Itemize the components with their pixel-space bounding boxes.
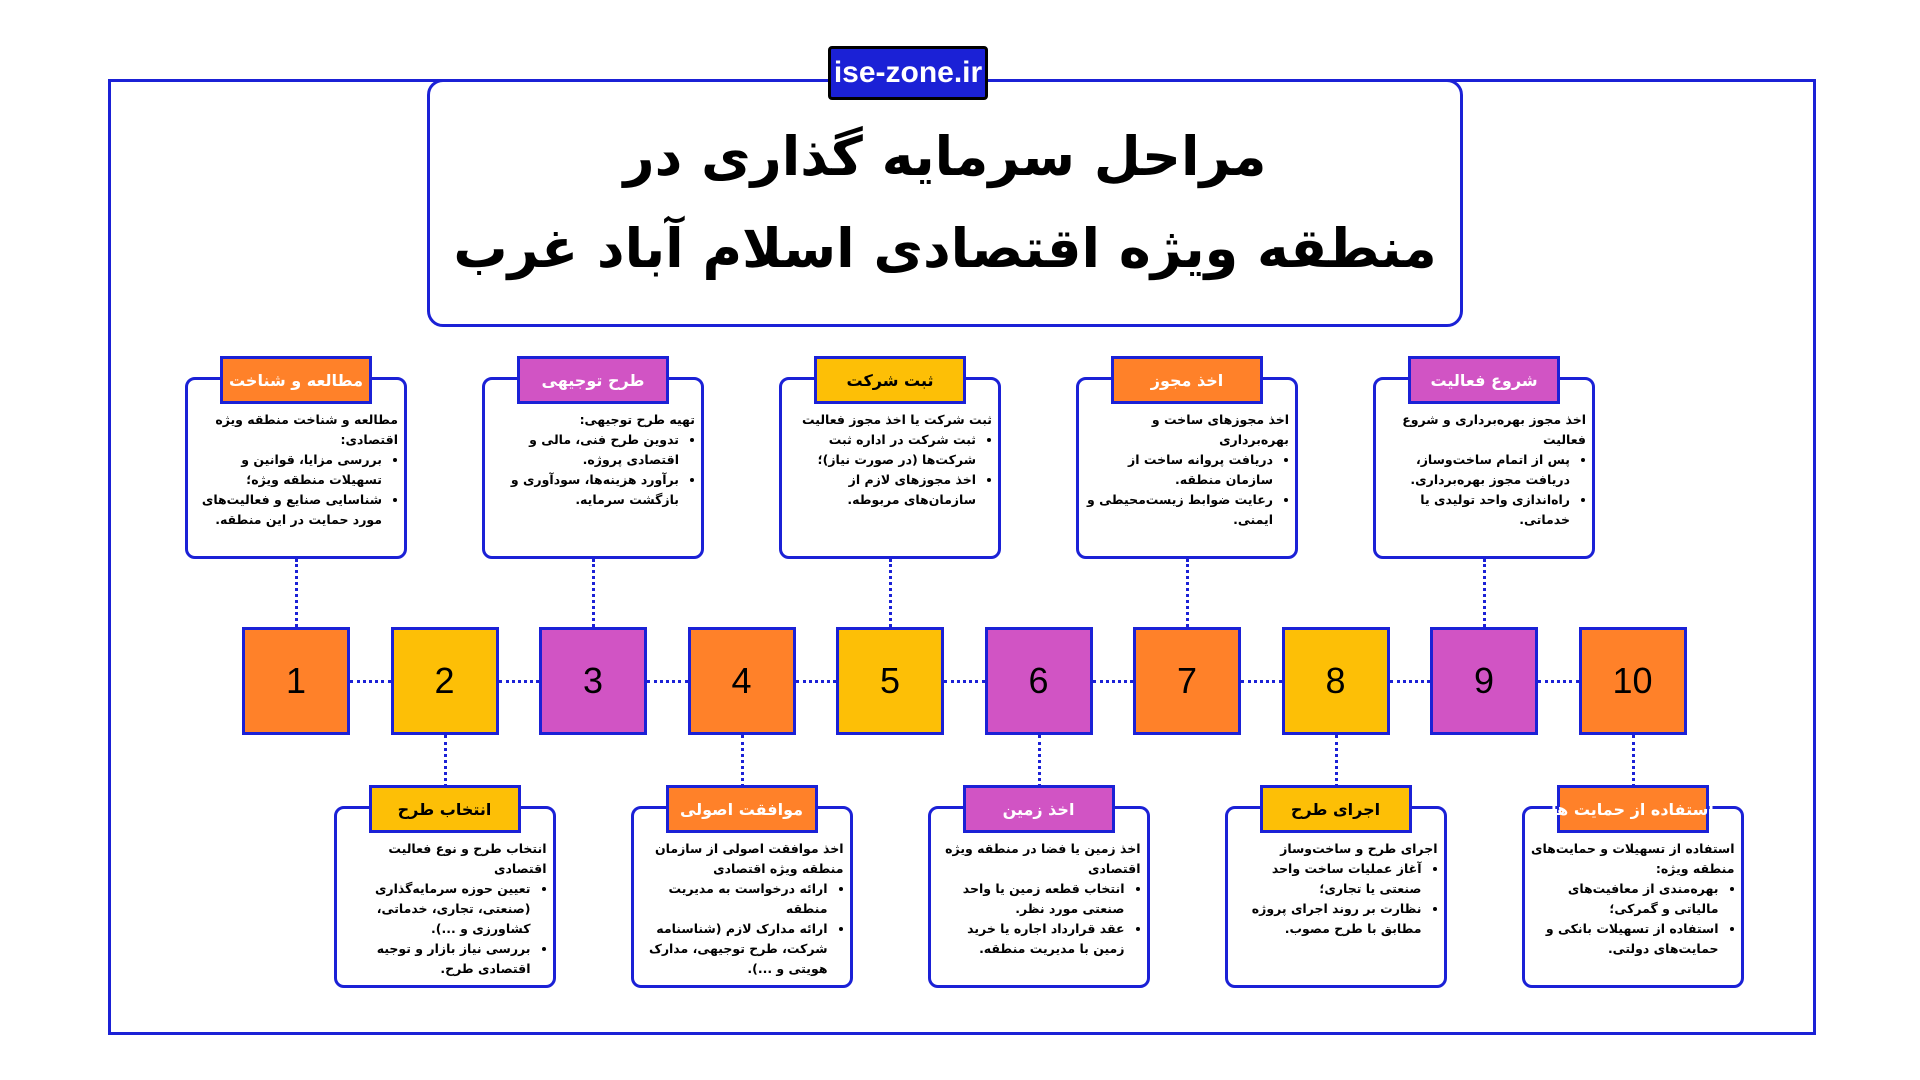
step-3: 3 [539,627,647,735]
step-6: 6 [985,627,1093,735]
card-bullet: • دریافت پروانه ساخت از سازمان منطقه. [1085,450,1273,490]
card-step-10 [1522,799,1744,988]
card-bullet-list [343,879,547,979]
step-2: 2 [391,627,499,735]
card-bullet: • انتخاب قطعه زمین یا واحد صنعتی مورد نظر. [937,879,1125,919]
card-step-6 [928,799,1150,988]
card-title: ثبت شرکت [814,356,966,404]
step-9: 9 [1430,627,1538,735]
connector-line [499,680,540,683]
card-intro: ثبت شرکت یا اخذ مجوز فعالیت [801,412,992,427]
card-intro: اخذ زمین یا فضا در منطقه ویژه اقتصادی [945,841,1141,876]
card-bullet-list [1382,450,1586,530]
card-step-5 [779,370,1001,559]
card-link-line [1186,559,1189,627]
card-title: موافقت اصولی [666,785,818,833]
card-intro: انتخاب طرح و نوع فعالیت اقتصادی [388,841,547,876]
card-title: انتخاب طرح [369,785,521,833]
step-5: 5 [836,627,944,735]
card-bullet: • آغاز عملیات ساخت واحد صنعتی یا تجاری؛ [1234,859,1422,899]
card-intro: اخذ موافقت اصولی از سازمان منطقه ویژه اقتصادی [654,841,844,876]
card-step-8 [1225,799,1447,988]
connector-line [350,680,391,683]
card-body [1382,410,1586,550]
card-step-9 [1373,370,1595,559]
card-bullet-list [194,450,398,530]
connector-line [1241,680,1282,683]
card-intro: اجرای طرح و ساخت‌وساز [1280,841,1438,856]
step-10: 10 [1579,627,1687,735]
card-intro: اخذ مجوزهای ساخت و بهره‌برداری [1151,412,1289,447]
card-intro: اخذ مجوز بهره‌برداری و شروع فعالیت [1402,412,1586,447]
step-8: 8 [1282,627,1390,735]
card-bullet: • رعایت ضوابط زیست‌محیطی و ایمنی. [1085,490,1273,530]
card-body [1085,410,1289,550]
card-title: شروع فعالیت [1408,356,1560,404]
card-step-2 [334,799,556,988]
card-bullet: • ثبت شرکت در اداره ثبت شرکت‌ها (در صورت نیاز)؛ [788,430,976,470]
card-title: اخذ زمین [963,785,1115,833]
card-bullet: • ارائه مدارک لازم (شناسنامه شرکت، طرح توجیهی، مدارک هویتی و ...). [640,919,828,979]
card-bullet: • ارائه درخواست به مدیریت منطقه [640,879,828,919]
card-body [640,839,844,979]
card-bullet-list [1234,859,1438,939]
card-bullet-list [491,430,695,510]
connector-line [1538,680,1579,683]
title-line-2: منطقه ویژه اقتصادی اسلام آباد غرب [453,217,1437,280]
card-intro: تهیه طرح توجیهی: [579,412,695,427]
card-step-4 [631,799,853,988]
card-bullet: • راه‌اندازی واحد تولیدی یا خدماتی. [1382,490,1570,530]
connector-line [1390,680,1431,683]
card-bullet: • بررسی مزایا، قوانین و تسهیلات منطقه ویژه؛ [194,450,382,490]
card-body [343,839,547,979]
title-line-1: مراحل سرمایه گذاری در [623,125,1267,188]
card-link-line [1483,559,1486,627]
card-bullet: • تدوین طرح فنی، مالی و اقتصادی پروژه. [491,430,679,470]
card-bullet-list [1531,879,1735,959]
connector-line [1093,680,1134,683]
card-link-line [889,559,892,627]
card-step-7 [1076,370,1298,559]
card-bullet: • بهره‌مندی از معافیت‌های مالیاتی و گمرکی؛ [1531,879,1719,919]
card-body [1531,839,1735,979]
card-link-line [592,559,595,627]
card-bullet: • اخذ مجوزهای لازم از سازمان‌های مربوطه. [788,470,976,510]
connector-line [944,680,985,683]
card-body [788,410,992,550]
card-bullet: • پس از اتمام ساخت‌وساز، دریافت مجوز بهره‌برداری. [1382,450,1570,490]
card-body [491,410,695,550]
card-title: اخذ مجوز [1111,356,1263,404]
card-title: اجرای طرح [1260,785,1412,833]
card-bullet: • بررسی نیاز بازار و توجیه اقتصادی طرح. [343,939,531,979]
card-bullet-list [788,430,992,510]
card-body [1234,839,1438,979]
connector-line [647,680,688,683]
card-bullet-list [640,879,844,979]
card-intro: مطالعه و شناخت منطقه ویژه اقتصادی: [215,412,398,447]
card-bullet: • شناسایی صنایع و فعالیت‌های مورد حمایت در این منطقه. [194,490,382,530]
card-bullet: • عقد قرارداد اجاره یا خرید زمین با مدیریت منطقه. [937,919,1125,959]
card-step-1 [185,370,407,559]
step-4: 4 [688,627,796,735]
connector-line [796,680,837,683]
card-step-3 [482,370,704,559]
card-body [937,839,1141,979]
title-box [427,79,1463,327]
card-title: مطالعه و شناخت [220,356,372,404]
card-body [194,410,398,550]
card-bullet: • استفاده از تسهیلات بانکی و حمایت‌های دولتی. [1531,919,1719,959]
card-bullet-list [1085,450,1289,530]
card-bullet: • نظارت بر روند اجرای پروژه مطابق با طرح مصوب. [1234,899,1422,939]
step-7: 7 [1133,627,1241,735]
step-1: 1 [242,627,350,735]
card-title: استفاده از حمایت ها [1557,785,1709,833]
card-bullet-list [937,879,1141,959]
card-link-line [295,559,298,627]
site-badge: ise-zone.ir [828,46,988,100]
card-title: طرح توجیهی [517,356,669,404]
card-bullet: • برآورد هزینه‌ها، سودآوری و بازگشت سرمایه. [491,470,679,510]
card-intro: استفاده از تسهیلات و حمایت‌های منطقه ویژه: [1531,841,1735,876]
card-bullet: • تعیین حوزه سرمایه‌گذاری (صنعتی، تجاری، خدماتی، کشاورزی و ...). [343,879,531,939]
